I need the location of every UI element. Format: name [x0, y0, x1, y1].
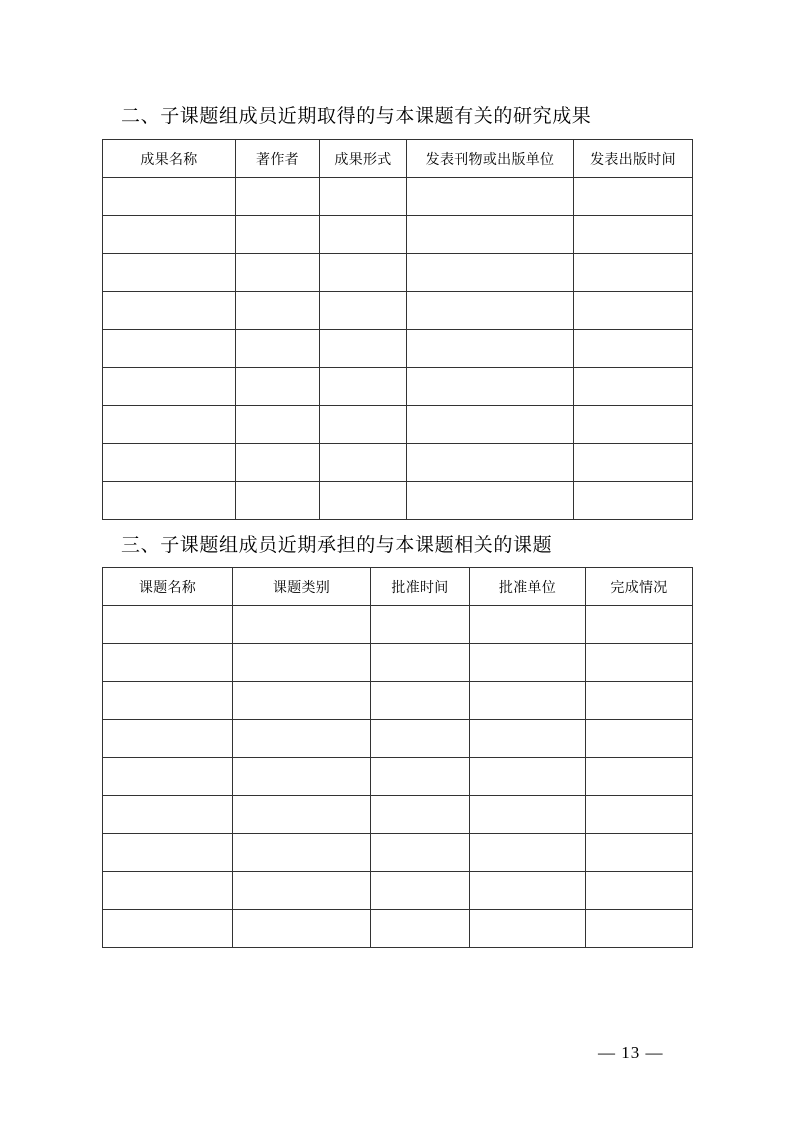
- table-cell[interactable]: [103, 178, 236, 216]
- table-cell[interactable]: [470, 872, 586, 910]
- table-row: [103, 406, 693, 444]
- table-row: [103, 834, 693, 872]
- table-cell[interactable]: [574, 406, 693, 444]
- table-row: [103, 606, 693, 644]
- column-header-publish-date: 发表出版时间: [574, 140, 693, 178]
- section-2-heading: 二、子课题组成员近期取得的与本课题有关的研究成果: [121, 105, 592, 127]
- table-cell[interactable]: [586, 910, 693, 948]
- table-cell[interactable]: [320, 178, 407, 216]
- table-cell[interactable]: [470, 796, 586, 834]
- table-cell[interactable]: [236, 368, 320, 406]
- table-cell[interactable]: [574, 292, 693, 330]
- table-cell[interactable]: [233, 834, 371, 872]
- table-cell[interactable]: [103, 682, 233, 720]
- table-row: [103, 872, 693, 910]
- table-cell[interactable]: [103, 254, 236, 292]
- table-cell[interactable]: [371, 682, 470, 720]
- table-row: [103, 216, 693, 254]
- table-cell[interactable]: [470, 720, 586, 758]
- table-cell[interactable]: [371, 796, 470, 834]
- table-cell[interactable]: [371, 644, 470, 682]
- table-cell[interactable]: [371, 720, 470, 758]
- table-cell[interactable]: [574, 482, 693, 520]
- table-cell[interactable]: [470, 834, 586, 872]
- table-cell[interactable]: [233, 682, 371, 720]
- table-cell[interactable]: [574, 368, 693, 406]
- table-row: [103, 720, 693, 758]
- table-cell[interactable]: [236, 406, 320, 444]
- table-cell[interactable]: [320, 254, 407, 292]
- column-header-approval-date: 批准时间: [371, 568, 470, 606]
- table-cell[interactable]: [586, 606, 693, 644]
- section-3-heading: 三、子课题组成员近期承担的与本课题相关的课题: [121, 534, 553, 556]
- table-cell[interactable]: [233, 758, 371, 796]
- table-cell[interactable]: [236, 330, 320, 368]
- column-header-publisher: 发表刊物或出版单位: [407, 140, 574, 178]
- column-header-project-name: 课题名称: [103, 568, 233, 606]
- table-cell[interactable]: [320, 406, 407, 444]
- table-cell[interactable]: [586, 720, 693, 758]
- table-cell[interactable]: [233, 606, 371, 644]
- table-cell[interactable]: [103, 720, 233, 758]
- table-cell[interactable]: [371, 910, 470, 948]
- table-cell[interactable]: [103, 834, 233, 872]
- column-header-result-name: 成果名称: [103, 140, 236, 178]
- table-cell[interactable]: [233, 644, 371, 682]
- research-results-table: [102, 139, 693, 520]
- table-cell[interactable]: [407, 254, 574, 292]
- table-cell[interactable]: [586, 872, 693, 910]
- table-cell[interactable]: [103, 368, 236, 406]
- table-cell[interactable]: [586, 796, 693, 834]
- table-cell[interactable]: [103, 872, 233, 910]
- table-cell[interactable]: [574, 254, 693, 292]
- table-cell[interactable]: [407, 482, 574, 520]
- table-cell[interactable]: [586, 758, 693, 796]
- table-cell[interactable]: [586, 682, 693, 720]
- page-number: — 13 —: [598, 1043, 664, 1062]
- column-header-author: 著作者: [236, 140, 320, 178]
- table-cell[interactable]: [103, 758, 233, 796]
- table-cell[interactable]: [407, 178, 574, 216]
- table-cell[interactable]: [236, 292, 320, 330]
- table-cell[interactable]: [574, 216, 693, 254]
- table-cell[interactable]: [574, 178, 693, 216]
- table-cell[interactable]: [371, 758, 470, 796]
- related-projects-table: [102, 567, 693, 948]
- table-cell[interactable]: [233, 796, 371, 834]
- table-cell[interactable]: [371, 606, 470, 644]
- table-row: [103, 644, 693, 682]
- table-cell[interactable]: [407, 330, 574, 368]
- table-cell[interactable]: [236, 178, 320, 216]
- table-cell[interactable]: [320, 368, 407, 406]
- table-cell[interactable]: [586, 644, 693, 682]
- table-row: [103, 368, 693, 406]
- table-cell[interactable]: [103, 644, 233, 682]
- table-cell[interactable]: [236, 216, 320, 254]
- table-row: [103, 482, 693, 520]
- table-cell[interactable]: [320, 330, 407, 368]
- table-header-row: [103, 140, 693, 178]
- table-header-row: [103, 568, 693, 606]
- table-cell[interactable]: [103, 330, 236, 368]
- table-cell[interactable]: [103, 796, 233, 834]
- table-cell[interactable]: [574, 330, 693, 368]
- table-cell[interactable]: [320, 482, 407, 520]
- table-row: [103, 292, 693, 330]
- table-cell[interactable]: [470, 644, 586, 682]
- table-cell[interactable]: [103, 406, 236, 444]
- table-cell[interactable]: [103, 216, 236, 254]
- table-cell[interactable]: [236, 482, 320, 520]
- table-cell[interactable]: [103, 444, 236, 482]
- table-cell[interactable]: [407, 406, 574, 444]
- table-cell[interactable]: [407, 444, 574, 482]
- table-cell[interactable]: [233, 720, 371, 758]
- table-cell[interactable]: [586, 834, 693, 872]
- table-cell[interactable]: [103, 606, 233, 644]
- table-cell[interactable]: [407, 216, 574, 254]
- table-cell[interactable]: [574, 444, 693, 482]
- table-cell[interactable]: [470, 758, 586, 796]
- table-row: [103, 178, 693, 216]
- table-cell[interactable]: [103, 482, 236, 520]
- table-cell[interactable]: [236, 254, 320, 292]
- table-cell[interactable]: [236, 444, 320, 482]
- table-cell[interactable]: [320, 216, 407, 254]
- table-cell[interactable]: [470, 606, 586, 644]
- table-cell[interactable]: [103, 292, 236, 330]
- table-cell[interactable]: [371, 834, 470, 872]
- table-row: [103, 444, 693, 482]
- column-header-completion-status: 完成情况: [586, 568, 693, 606]
- table-row: [103, 758, 693, 796]
- table-cell[interactable]: [470, 910, 586, 948]
- table-row: [103, 254, 693, 292]
- table-cell[interactable]: [233, 910, 371, 948]
- table-row: [103, 330, 693, 368]
- table-row: [103, 796, 693, 834]
- column-header-approval-unit: 批准单位: [470, 568, 586, 606]
- table-cell[interactable]: [407, 368, 574, 406]
- table-cell[interactable]: [470, 682, 586, 720]
- table-row: [103, 910, 693, 948]
- table-cell[interactable]: [320, 292, 407, 330]
- table-row: [103, 682, 693, 720]
- table-cell[interactable]: [407, 292, 574, 330]
- table-cell[interactable]: [320, 444, 407, 482]
- column-header-project-category: 课题类别: [233, 568, 371, 606]
- table-cell[interactable]: [103, 910, 233, 948]
- table-cell[interactable]: [371, 872, 470, 910]
- table-cell[interactable]: [233, 872, 371, 910]
- column-header-result-form: 成果形式: [320, 140, 407, 178]
